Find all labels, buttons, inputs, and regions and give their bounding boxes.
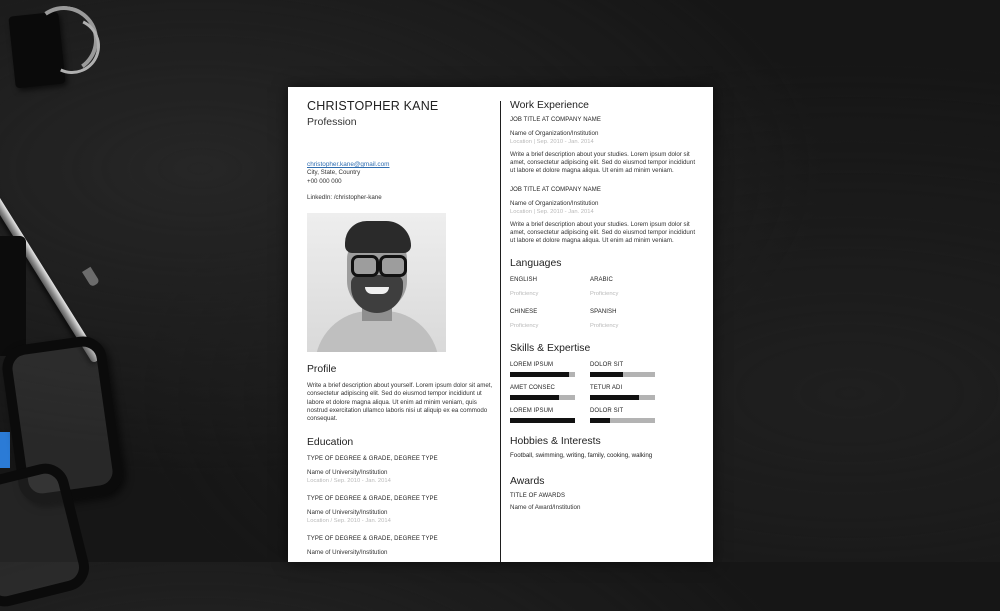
education-item <box>307 455 493 485</box>
skill-bar <box>510 372 575 377</box>
education-heading: Education <box>307 437 354 449</box>
languages-list <box>510 276 700 330</box>
language-name: ARABIC <box>590 277 613 284</box>
language-name: CHINESE <box>510 309 538 316</box>
notebook-edge <box>0 236 26 356</box>
work-meta: Location | Sep. 2010 - Jan. 2014 <box>510 139 594 145</box>
profile-photo <box>307 213 446 352</box>
resume-page <box>288 87 713 562</box>
hobbies-text: Football, swimming, writing, family, cooking, walking <box>510 452 653 460</box>
language-level: Proficiency <box>510 291 539 298</box>
left-column <box>307 99 493 557</box>
education-meta: Location / Sep. 2010 - Jan. 2014 <box>307 518 391 525</box>
degree-title: TYPE OF DEGREE & GRADE, DEGREE TYPE <box>307 536 438 543</box>
skill-bar <box>590 418 655 423</box>
education-item <box>307 535 493 557</box>
skill-bar-fill <box>590 418 610 423</box>
work-description: Write a brief description about your studies. Lorem ipsum dolor sit amet, consectetur adipiscing elit. Sed do eiusmod tempor incididunt ut labore et dolore magna aliqua. Ut enim ad minim veniam. <box>510 220 696 245</box>
skill-item <box>590 384 670 400</box>
organization-name: Name of Organization/Institution <box>510 130 599 137</box>
work-meta: Location | Sep. 2010 - Jan. 2014 <box>510 208 594 215</box>
degree-title: TYPE OF DEGREE & GRADE, DEGREE TYPE <box>307 456 438 463</box>
candidate-name: CHRISTOPHER KANE <box>307 99 439 113</box>
job-title: JOB TITLE AT COMPANY NAME <box>510 186 601 193</box>
skill-bar-fill <box>590 372 623 377</box>
pen-tip-icon <box>82 267 100 288</box>
profile-text: Write a brief description about yourself. Lorem ipsum dolor sit amet, consectetur adipiscing elit. Sed do eiusmod tempor incididunt ut labore et dolore magna aliqua. Ut enim ad minim veniam, quis nostrud exercitation ullamco laboris nisi ut aliquip ex ea commodo consequat. <box>307 382 493 422</box>
location-text: City, State, Country <box>307 169 361 176</box>
skill-bar <box>510 395 575 400</box>
work-item <box>510 116 700 176</box>
skill-name: LOREM IPSUM <box>510 362 554 369</box>
languages-heading: Languages <box>510 258 562 270</box>
language-level: Proficiency <box>590 291 619 298</box>
award-title: TITLE OF AWARDS <box>510 493 566 500</box>
school-name: Name of University/Institution <box>307 509 388 517</box>
skill-item <box>510 361 590 377</box>
school-name: Name of University/Institution <box>307 469 388 477</box>
profile-heading: Profile <box>307 364 337 376</box>
work-item <box>510 186 700 246</box>
skill-item <box>510 384 590 400</box>
award-org: Name of Award/Institution <box>510 504 581 512</box>
phone-text: +00 000 000 <box>307 177 342 185</box>
skill-name: DOLOR SIT <box>590 408 624 415</box>
skill-bar <box>590 395 655 400</box>
skill-name: LOREM IPSUM <box>510 408 554 415</box>
language-name: SPANISH <box>590 309 617 316</box>
skills-heading: Skills & Expertise <box>510 343 591 355</box>
education-meta: Location / Sep. 2010 - Jan. 2014 <box>307 478 391 485</box>
skill-bar <box>510 418 575 423</box>
work-description: Write a brief description about your studies. Lorem ipsum dolor sit amet, consectetur adipiscing elit. Sed do eiusmod tempor incididunt ut labore et dolore magna aliqua. Ut enim ad minim veniam. <box>510 151 696 175</box>
language-item <box>510 276 590 298</box>
education-item <box>307 495 493 525</box>
language-level: Proficiency <box>510 323 539 330</box>
skill-bar-fill <box>590 395 639 400</box>
linkedin-text: LinkedIn: /christopher-kane <box>307 194 382 202</box>
skill-bar-fill <box>510 418 575 423</box>
skill-name: AMET CONSEC <box>510 385 555 392</box>
job-title: JOB TITLE AT COMPANY NAME <box>510 117 601 123</box>
work-heading: Work Experience <box>510 100 589 111</box>
degree-title: TYPE OF DEGREE & GRADE, DEGREE TYPE <box>307 496 438 503</box>
column-divider <box>500 101 501 562</box>
school-name: Name of University/Institution <box>307 549 388 557</box>
skill-item <box>590 407 670 423</box>
skill-bar-fill <box>510 395 559 400</box>
candidate-profession: Profession <box>307 116 357 128</box>
skill-name: TETUR ADI <box>590 385 623 392</box>
skill-item <box>590 361 670 377</box>
hobbies-heading: Hobbies & Interests <box>510 436 601 448</box>
right-column <box>510 99 700 512</box>
skill-item <box>510 407 590 423</box>
language-item <box>590 276 670 298</box>
language-item <box>510 308 590 330</box>
language-item <box>590 308 670 330</box>
blue-object <box>0 432 10 468</box>
organization-name: Name of Organization/Institution <box>510 199 599 207</box>
skill-bar-fill <box>510 372 569 377</box>
skills-list <box>510 361 700 423</box>
language-level: Proficiency <box>590 323 619 330</box>
skill-name: DOLOR SIT <box>590 362 624 369</box>
skill-bar <box>590 372 655 377</box>
email-link[interactable]: christopher.kane@gmail.com <box>307 161 390 168</box>
awards-heading: Awards <box>510 476 545 488</box>
language-name: ENGLISH <box>510 277 538 284</box>
